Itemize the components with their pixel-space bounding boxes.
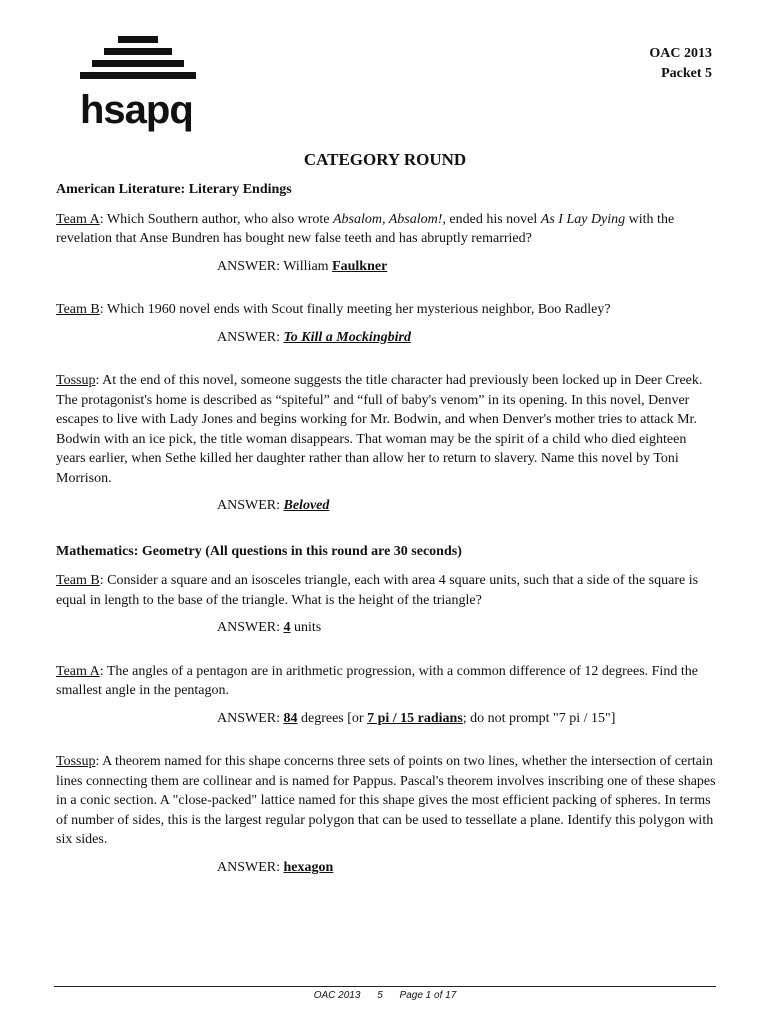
answer: ANSWER: To Kill a Mockingbird <box>217 329 411 345</box>
question-team: Team B <box>56 302 100 317</box>
logo-bar <box>92 60 184 67</box>
event-name: OAC 2013 <box>649 46 712 61</box>
question-team: Tossup <box>56 754 96 769</box>
answer: ANSWER: Beloved <box>217 498 330 513</box>
answer-key: hexagon <box>283 859 334 875</box>
logo-bar <box>104 48 172 55</box>
answer-key: 4 <box>283 620 291 635</box>
question-team: Team A <box>56 663 100 679</box>
hsapq-logo <box>80 36 196 132</box>
logo-wordmark: hsapq <box>80 88 193 132</box>
answer: ANSWER: 84 degrees [or 7 pi / 15 radians; do not prompt "7 pi / 15"] <box>217 710 616 726</box>
footer-packet: 5 <box>377 990 383 1001</box>
question: Team B: Consider a square and an isosceles triangle, each with area 4 square units, such that a side of the square is equal in length to the base of the triangle. What is the height of the triangle? <box>56 573 699 608</box>
question: Team A: The angles of a pentagon are in arithmetic progression, with a common difference of 12 degrees. Find the smallest angle in the pentagon. <box>56 663 698 698</box>
packet-header <box>649 44 712 84</box>
question: Tossup: At the end of this novel, someone suggests the title character had previously been locked up in Deer Creek. The protagonist's home is described as “spiteful” and “full of baby's venom” in its opening. In this novel, Denver escapes to live with Lady Jones and begins working for Mr. Bodwin, and when Denver's mother tries to attack Mr. Bodwin with an ice pick, the title woman disappears. That woman may be the spirit of a child who died eighteen years earlier, when Sethe killed her daughter rather than allow her to return to slavery. Name this novel by Toni Morrison. <box>56 373 703 486</box>
question-team: Tossup <box>56 373 96 388</box>
page-title: CATEGORY ROUND <box>303 150 467 169</box>
logo-bar <box>118 36 158 43</box>
question-content <box>56 180 716 877</box>
answer: ANSWER: William Faulkner <box>217 258 388 274</box>
question-team: Team A <box>56 211 100 227</box>
answer-key: Faulkner <box>332 258 388 274</box>
question: Tossup: A theorem named for this shape concerns three sets of points on two lines, whether the intersection of certain lines connecting them are collinear and is named for Pappus. Pascal's theorem involves inscribing one of these shapes in a conic section. A "close-packed" lattice named for this shape gives the most efficient packing of spheres. In terms of number of sides, this is the largest regular polygon that can be used to tessellate a plane. Identify this polygon with six sides. <box>56 754 716 847</box>
footer-divider <box>54 986 716 987</box>
question-team: Team B <box>56 573 100 588</box>
answer: ANSWER: hexagon <box>217 859 334 875</box>
category-heading: American Literature: Literary Endings <box>56 182 292 197</box>
answer-key: To Kill a Mockingbird <box>283 329 411 345</box>
logo-bar <box>80 72 196 79</box>
answer: ANSWER: 4 units <box>217 620 322 635</box>
answer-key: 84 <box>283 710 298 726</box>
packet-number: Packet 5 <box>661 66 712 81</box>
question: Team A: Which Southern author, who also wrote Absalom, Absalom!, ended his novel As I Lay Dying with the revelation that Anse Bundren has bought new false teeth and has abruptly remarried? <box>56 211 675 246</box>
page-footer <box>0 990 770 1001</box>
question: Team B: Which 1960 novel ends with Scout finally meeting her mysterious neighbor, Boo Radley? <box>56 302 611 317</box>
category-heading: Mathematics: Geometry (All questions in this round are 30 seconds) <box>56 543 462 559</box>
answer-key: Beloved <box>283 498 330 513</box>
footer-event: OAC 2013 <box>313 990 361 1001</box>
answer-key-alt: 7 pi / 15 radians <box>367 710 463 726</box>
footer-page: Page 1 of 17 <box>399 990 457 1001</box>
